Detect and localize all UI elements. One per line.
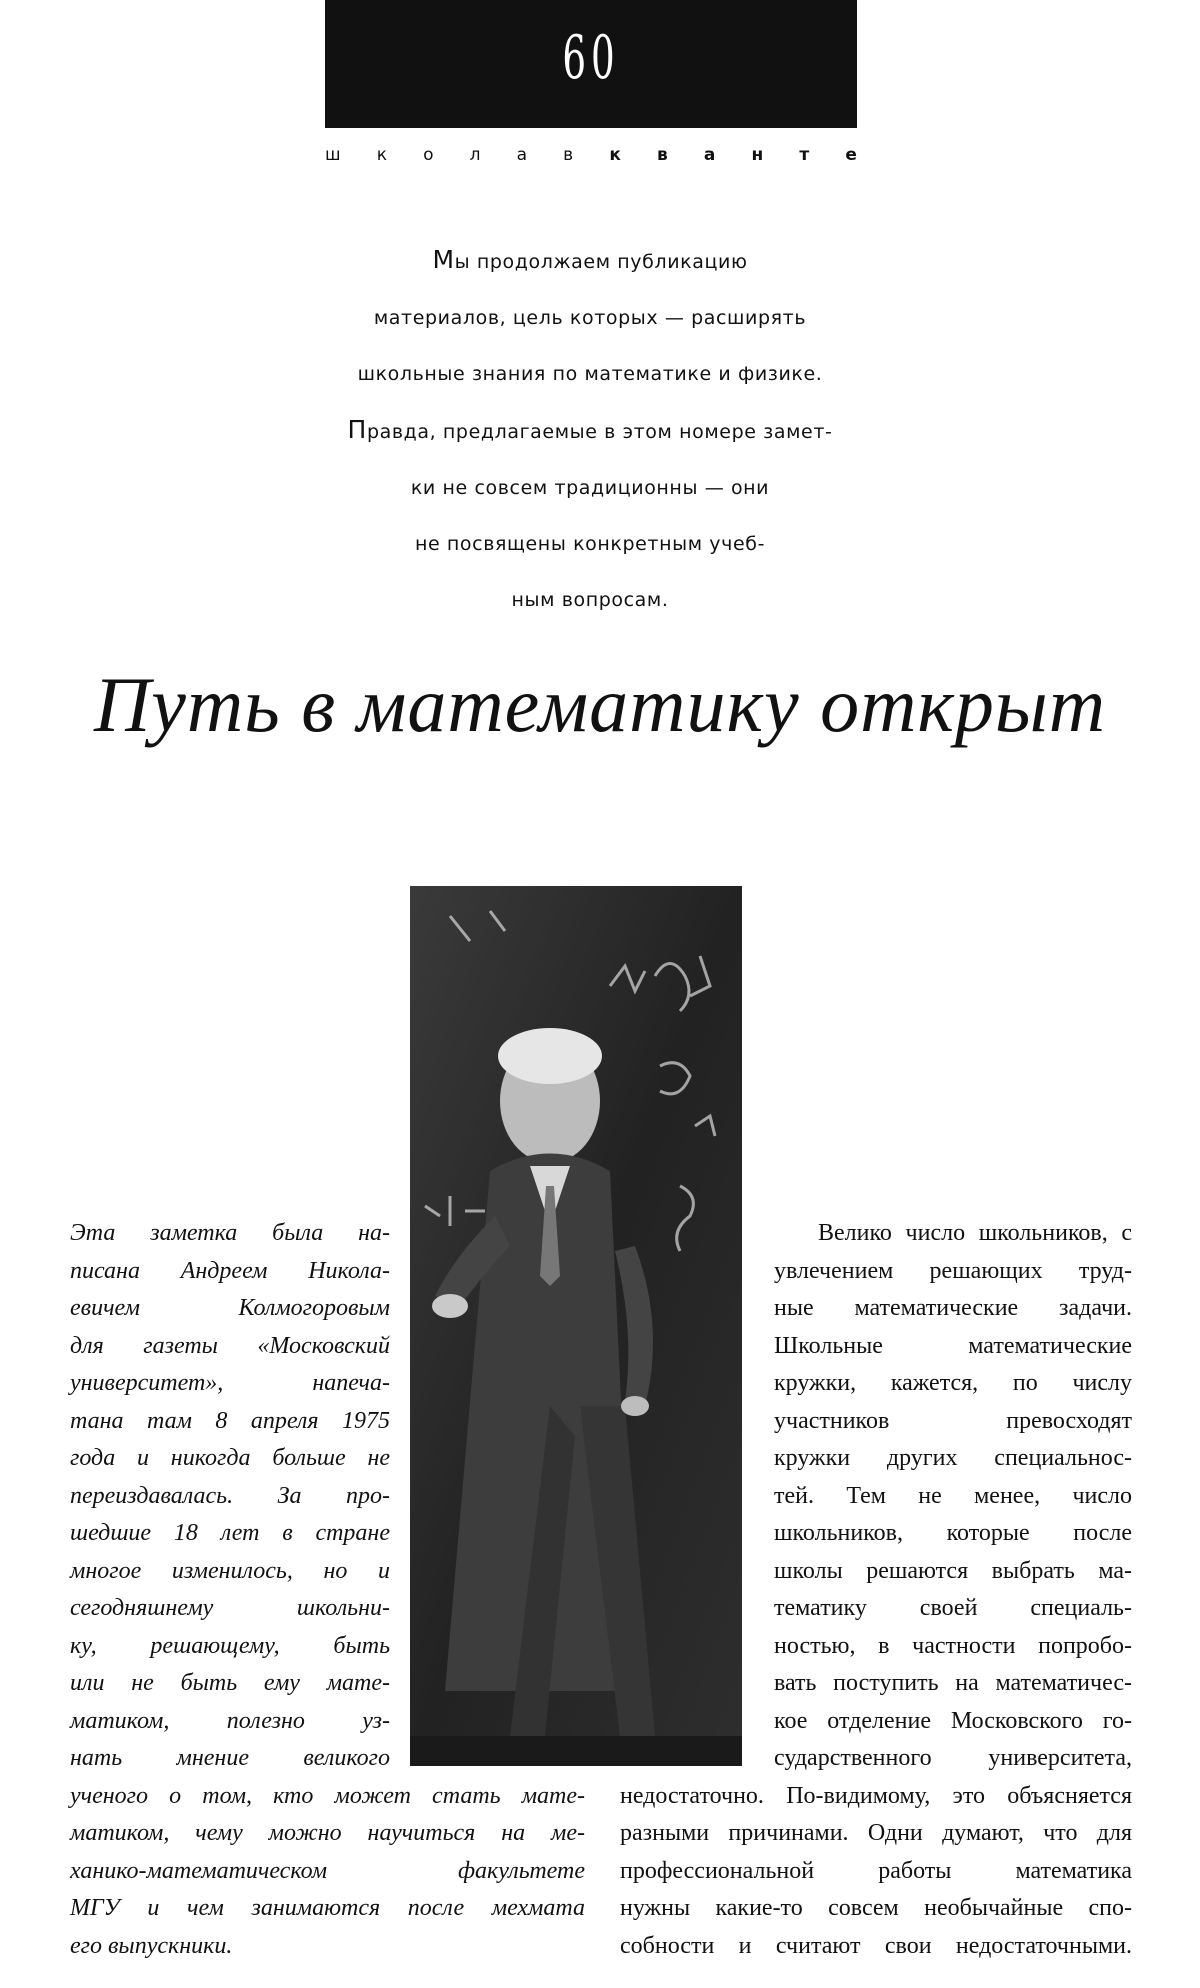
intro-line: ным вопросам. — [511, 589, 669, 611]
section-label-letter: н — [751, 145, 764, 165]
right-line: профессиональной работы математика — [620, 1857, 1132, 1884]
section-label-letter: ш — [325, 145, 341, 165]
right-line: увлечением решающих труд- — [774, 1257, 1132, 1284]
right-line: нужны какие-то совсем необычайные спо- — [620, 1895, 1132, 1921]
left-column-intro-note — [70, 1215, 590, 1965]
section-label-letter: в — [657, 145, 668, 165]
left-line: для газеты «Московский — [70, 1332, 390, 1359]
section-label-letter: т — [799, 145, 810, 165]
right-line: недостаточно. По-видимому, это объясняется — [620, 1782, 1132, 1809]
right-line: школьников, которые после — [774, 1520, 1132, 1546]
intro-initial: М — [432, 245, 455, 274]
left-line: ку, решающему, быть — [70, 1632, 390, 1659]
intro-line: Мы продолжаем публикацию — [432, 245, 748, 274]
right-line: вать поступить на математичес- — [774, 1670, 1132, 1696]
intro-paragraph — [260, 232, 920, 628]
right-column-article-body — [620, 1215, 1132, 1965]
intro-line: Правда, предлагаемые в этом номере замет- — [347, 415, 833, 444]
page-number: 60 — [562, 23, 620, 93]
intro-line: школьные знания по математике и физике. — [357, 363, 823, 385]
right-line: тематику своей специаль- — [774, 1595, 1132, 1621]
left-line: университет», напеча- — [70, 1370, 390, 1396]
left-line: многое изменилось, но и — [70, 1557, 390, 1584]
left-line: или не быть ему мате- — [70, 1670, 390, 1696]
right-line: Велико число школьников, с — [818, 1220, 1132, 1246]
right-line: собности и считают свои недостаточными. — [620, 1932, 1132, 1959]
intro-line: материалов, цель которых — расширять — [373, 307, 807, 329]
section-label — [325, 143, 857, 167]
left-line: года и никогда больше не — [70, 1445, 390, 1471]
section-label-letter: е — [845, 145, 857, 165]
right-line: ностью, в частности попробо- — [774, 1632, 1132, 1659]
left-line: матиком, чему можно научиться на ме- — [70, 1820, 585, 1846]
right-line: школы решаются выбрать ма- — [774, 1557, 1132, 1584]
left-line: МГУ и чем занимаются после мехмата — [70, 1895, 585, 1921]
left-line: матиком, полезно уз- — [70, 1707, 390, 1734]
article-title: Путь в математику открыт — [93, 661, 1107, 748]
page-header-block — [325, 0, 857, 128]
intro-line: не посвящены конкретным учеб- — [414, 533, 766, 555]
right-line: ные математические задачи. — [774, 1295, 1132, 1321]
section-label-letter: а — [516, 145, 528, 165]
left-line: ханико-математическом факультете — [70, 1857, 585, 1884]
right-line: кружки других специальнос- — [774, 1445, 1132, 1471]
left-line: переиздавалась. За про- — [70, 1482, 390, 1509]
left-line: ученого о том, кто может стать мате- — [70, 1782, 585, 1809]
right-line: разными причинами. Одни думают, что для — [620, 1820, 1132, 1846]
left-line: писана Андреем Никола- — [70, 1257, 390, 1284]
intro-initial: П — [347, 415, 367, 444]
section-label-letter: в — [563, 145, 574, 165]
section-label-letter: а — [703, 145, 716, 165]
right-line: Школьные математические — [774, 1332, 1132, 1359]
left-line: шедшие 18 лет в стране — [70, 1520, 390, 1546]
right-line: кружки, кажется, по числу — [774, 1370, 1132, 1396]
left-line: сегодняшнему школьни- — [70, 1595, 390, 1621]
intro-line: ки не совсем традиционны — они — [410, 477, 770, 499]
left-line: нать мнение великого — [70, 1745, 390, 1771]
right-line: сударственного университета, — [774, 1745, 1132, 1771]
right-line: участников превосходят — [774, 1407, 1132, 1434]
left-line: евичем Колмогоровым — [70, 1295, 390, 1321]
section-label-letter: о — [423, 145, 434, 165]
left-line: Эта заметка была на- — [70, 1220, 390, 1246]
section-label-letter: к — [609, 145, 621, 165]
left-line: его выпускники. — [70, 1932, 233, 1959]
section-label-letter: л — [469, 145, 481, 165]
right-line: кое отделение Московского го- — [774, 1707, 1132, 1734]
section-label-letter: к — [376, 145, 387, 165]
right-line: тей. Тем не менее, число — [774, 1482, 1132, 1509]
left-line: тана там 8 апреля 1975 — [70, 1407, 390, 1434]
